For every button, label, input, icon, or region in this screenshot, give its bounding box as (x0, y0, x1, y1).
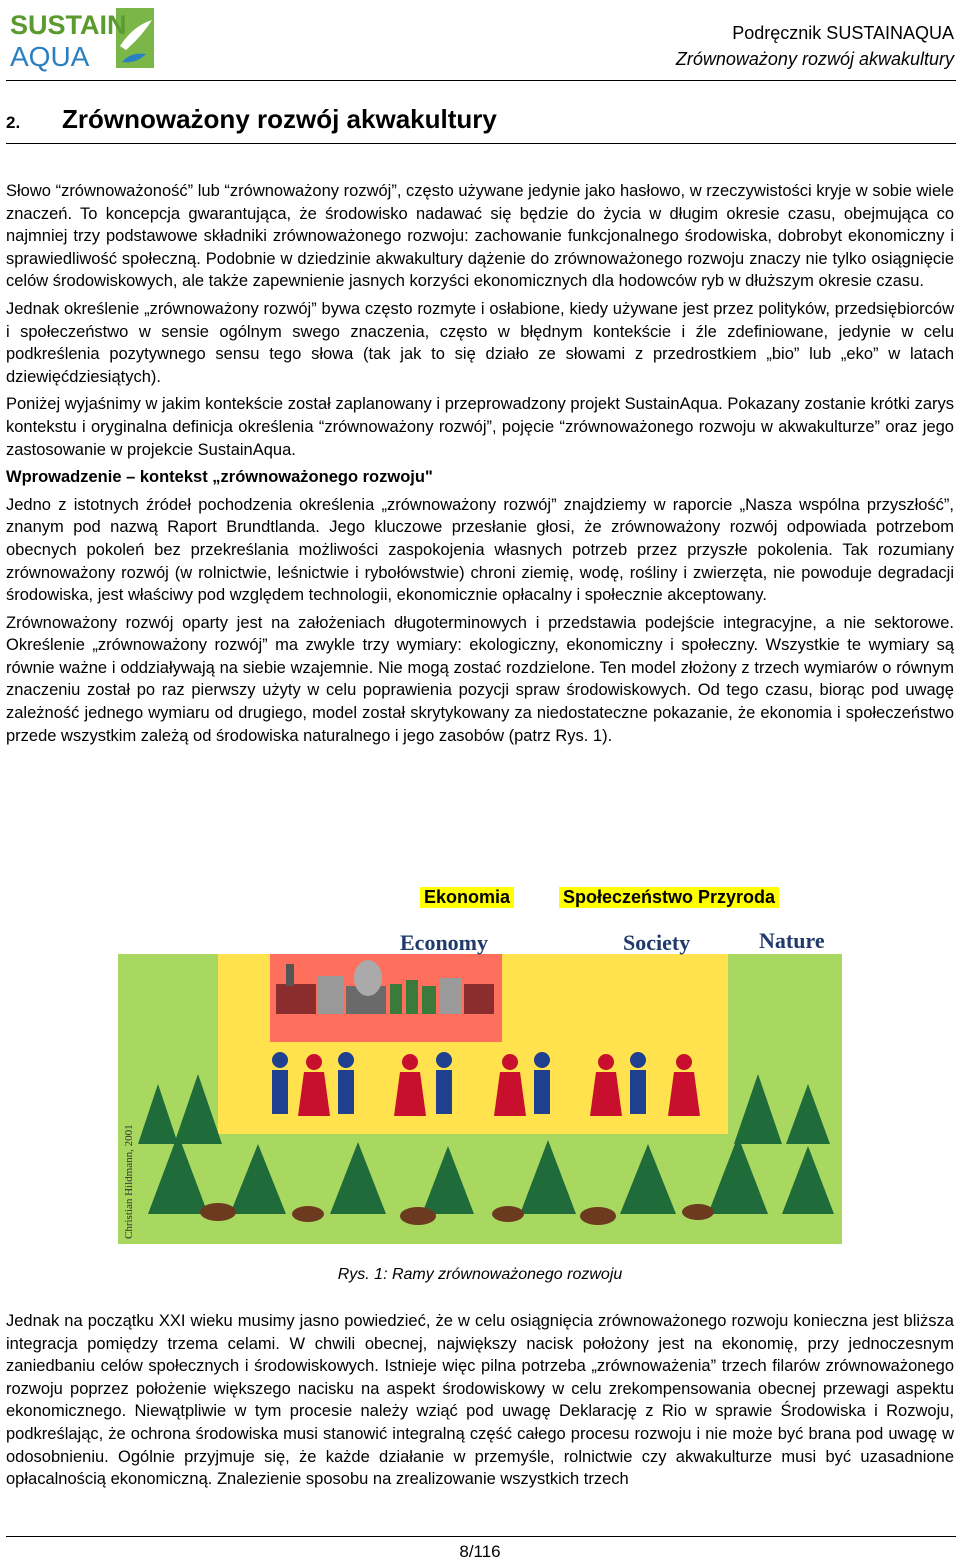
sustainaqua-logo (8, 6, 156, 72)
body-text-1 (6, 180, 954, 752)
body-text-2 (6, 1310, 954, 1491)
figure-label-nature-en: Nature (759, 928, 825, 953)
paragraph: Zrównoważony rozwój oparty jest na założeniach długoterminowych i przedstawia podejście integracyjne, a nie sektorowe. Określenie „zrównoważony rozwój” ma zwykle trzy wymiary: ekologiczny, ekonomiczny i społeczny. Wszystkie te wymiary są równie ważne i oddziaływają na siebie wzajemnie. Nie mogą zostać rozdzielone. Ten model złożony z trzech wymiarów o równym znaczeniu został po raz pierwszy użyty w celu poprawienia pozycji spraw środowiskowych. Od tego czasu, biorąc pod uwagę zależność jednego wymiaru od drugiego, model został skrytykowany za niedostateczne pokazanie, że ekonomia i społeczeństwo przede wszystkim zależą od środowiska naturalnego i jego zasobów (patrz Rys. 1). (6, 613, 954, 745)
figure-label-economy-en: Economy (400, 930, 488, 955)
header-title: Podręcznik SUSTAINAQUA (732, 23, 954, 43)
figure-credit: Christian Hildmann, 2001 (123, 1124, 135, 1239)
page-number: 8/116 (459, 1542, 501, 1561)
figure-sustainability-frame (118, 884, 842, 1244)
section-rule (6, 143, 956, 144)
paragraph: Jedno z istotnych źródeł pochodzenia określenia „zrównoważony rozwój” znajdziemy w raporcie „Nasza wspólna przyszłość”, znanym pod nazwą Raport Brundtlanda. Jego kluczowe przesłanie głosi, że zrównoważony rozwój odpowiada potrzebom obecnych pokoleń bez przekreślania możliwości zaspokojenia własnych potrzeb przez przyszłe pokolenia. Tak rozumiany zrównoważony rozwój (w rolnictwie, leśnictwie i rybołówstwie) chroni ziemię, wodę, rośliny i zwierzęta, nie powoduje degradacji środowiska, jest właściwy pod względem technologii, ekonomicznie opłacalny i społecznie akceptowany. (6, 495, 954, 605)
figure-label-society-nature-pl: Społeczeństwo Przyroda (559, 887, 779, 908)
figure-label-society-en: Society (623, 930, 691, 955)
page-header (0, 0, 960, 80)
logo-line2: AQUA (10, 41, 90, 72)
logo-line1: SUSTAIN (10, 10, 127, 40)
paragraph: Słowo “zrównoważoność” lub “zrównoważony rozwój”, często używane jedynie jako hasłowo, w rzeczywistości kryje w sobie wiele znaczeń. To koncepcja gwarantująca, że środowisko nadawać się będzie do życia w długim okresie czasu, obejmująca co najmniej trzy podstawowe składniki zrównoważonego rozwoju: zachowanie funkcjonalnego środowiska, dobrobyt ekonomiczny i sprawiedliwość społeczną. Podobnie w dziedzinie akwakultury dążenie do zrównoważonego rozwoju znaczy nie tylko osiągnięcie celów środowiskowych, ale także zapewnienie jasnych korzyści ekonomicznych dla hodowców ryb w dłuższym okresie czasu. (6, 182, 954, 291)
section-heading (6, 104, 497, 135)
subheading: Wprowadzenie – kontekst „zrównoważonego rozwoju" (6, 468, 433, 487)
header-subtitle: Zrównoważony rozwój akwakultury (675, 49, 954, 69)
header-rule (6, 80, 956, 81)
figure-caption: Rys. 1: Ramy zrównoważonego rozwoju (337, 1266, 623, 1283)
section-number: 2. (6, 113, 21, 132)
paragraph: Jednak określenie „zrównoważony rozwój” bywa często rozmyte i osłabione, kiedy używane jest przez polityków, przedsiębiorców i społeczeństwo w sensie ogólnym swego znaczenia, często w błędnym kontekście i źle zdefiniowane, jedynie w celu podkreślenia pozytywnego sensu tego słowa (tak jak to się działo ze słowami z przedrostkiem „bio” lub „eko” w latach dziewięćdziesiątych). (6, 299, 954, 386)
figure-illustration (118, 884, 842, 1244)
footer-rule (6, 1536, 956, 1537)
paragraph: Jednak na początku XXI wieku musimy jasno powiedzieć, że w celu osiągnięcia zrównoważonego rozwoju konieczna jest bliższa integracja pomiędzy trzema celami. W chwili obecnej, największy nacisk położony jest na ekonomię, przy jednoczesnym zaniedbaniu celów społecznych i środowiskowych. Istnieje więc pilna potrzeba „zrównoważenia” trzech filarów zrównoważonego rozwoju poprzez położenie większego nacisku na aspekt środowiskowy w celu zrekompensowania obecnej przewagi aspektu ekonomicznego. Niewątpliwie w tym procesie należy wziąć pod uwagę Deklarację z Rio w sprawie Środowiska i Rozwoju, podkreślając, że ochrona środowiska musi stanowić integralną część całego procesu rozwoju i nie może być brana pod uwagę w odosobnieniu. Ogólnie przyjmuje się, że każde działanie w przemyśle, rolnictwie czy akwakulturze musi być uzasadnione opłacalnością ekonomiczną. Znalezienie sposobu na zrealizowanie wszystkich trzech (6, 1312, 954, 1489)
paragraph: Poniżej wyjaśnimy w jakim kontekście został zaplanowany i przeprowadzony projekt SustainAqua. Pokazany zostanie krótki zarys kontekstu i oryginalna definicja określenia “zrównoważony rozwój”, pojęcie “zrównoważonego rozwoju w akwakulturze” oraz jego zastosowanie w projekcie SustainAqua. (6, 395, 954, 459)
section-title: Zrównoważony rozwój akwakultury (62, 104, 497, 134)
figure-label-economy-pl: Ekonomia (420, 887, 514, 908)
